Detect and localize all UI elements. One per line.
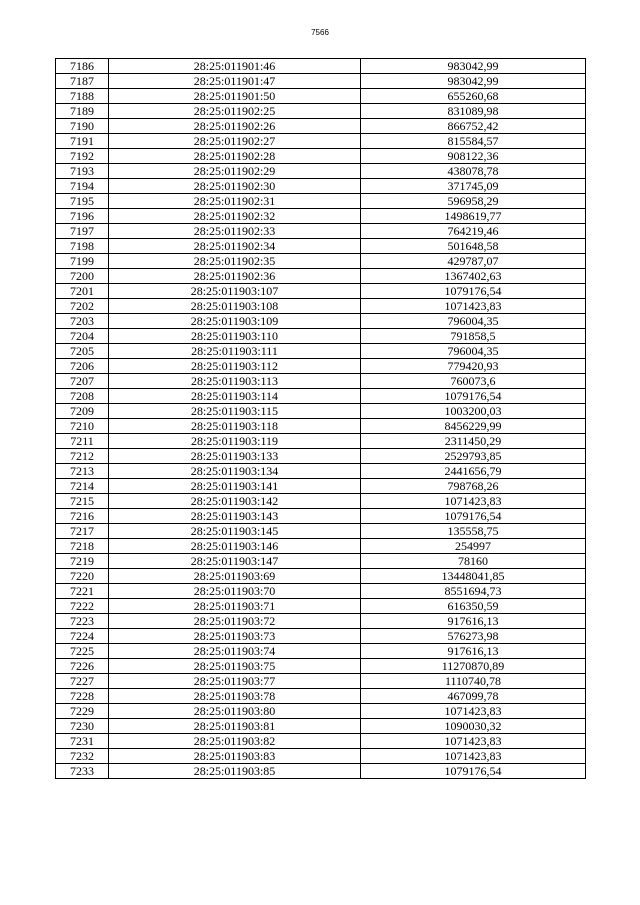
table-row [56,629,586,644]
table-row [56,449,586,464]
table-row [56,689,586,704]
cadastral-value-cell: 13448041,85 [361,569,586,584]
cadastral-number-cell: 28:25:011903:107 [109,284,361,299]
cadastral-value-cell: 8551694,73 [361,584,586,599]
table-row [56,419,586,434]
cadastral-number-cell: 28:25:011902:28 [109,149,361,164]
cadastral-number-cell: 28:25:011902:29 [109,164,361,179]
table-row [56,644,586,659]
table-row [56,149,586,164]
cadastral-number-cell: 28:25:011903:147 [109,554,361,569]
table-row [56,584,586,599]
table-row [56,569,586,584]
row-number-cell: 7233 [56,764,109,779]
row-number-cell: 7195 [56,194,109,209]
table-row [56,269,586,284]
cadastral-value-cell: 501648,58 [361,239,586,254]
row-number-cell: 7206 [56,359,109,374]
cadastral-value-cell: 983042,99 [361,59,586,74]
row-number-cell: 7229 [56,704,109,719]
cadastral-value-cell: 1498619,77 [361,209,586,224]
row-number-cell: 7190 [56,119,109,134]
table-row [56,494,586,509]
row-number-cell: 7227 [56,674,109,689]
cadastral-value-cell: 760073,6 [361,374,586,389]
table-row [56,719,586,734]
cadastral-value-cell: 1079176,54 [361,764,586,779]
cadastral-number-cell: 28:25:011903:80 [109,704,361,719]
table-row [56,89,586,104]
cadastral-value-cell: 796004,35 [361,314,586,329]
cadastral-number-cell: 28:25:011902:32 [109,209,361,224]
cadastral-value-cell: 1110740,78 [361,674,586,689]
table-row [56,554,586,569]
cadastral-value-cell: 11270870,89 [361,659,586,674]
cadastral-value-cell: 1003200,03 [361,404,586,419]
cadastral-number-cell: 28:25:011902:30 [109,179,361,194]
table-row [56,374,586,389]
table-row [56,599,586,614]
table-row [56,254,586,269]
row-number-cell: 7214 [56,479,109,494]
cadastral-value-cell: 78160 [361,554,586,569]
cadastral-value-cell: 866752,42 [361,119,586,134]
table-row [56,74,586,89]
cadastral-value-cell: 2441656,79 [361,464,586,479]
cadastral-number-cell: 28:25:011903:134 [109,464,361,479]
row-number-cell: 7220 [56,569,109,584]
row-number-cell: 7188 [56,89,109,104]
row-number-cell: 7197 [56,224,109,239]
cadastral-number-cell: 28:25:011903:82 [109,734,361,749]
cadastral-value-cell: 616350,59 [361,599,586,614]
row-number-cell: 7186 [56,59,109,74]
cadastral-number-cell: 28:25:011903:81 [109,719,361,734]
row-number-cell: 7204 [56,329,109,344]
row-number-cell: 7203 [56,314,109,329]
row-number-cell: 7209 [56,404,109,419]
row-number-cell: 7215 [56,494,109,509]
table-row [56,764,586,779]
table-row [56,479,586,494]
table-row [56,524,586,539]
row-number-cell: 7222 [56,599,109,614]
row-number-cell: 7210 [56,419,109,434]
table-row [56,749,586,764]
cadastral-value-cell: 1071423,83 [361,704,586,719]
row-number-cell: 7192 [56,149,109,164]
cadastral-value-cell: 596958,29 [361,194,586,209]
cadastral-value-cell: 1079176,54 [361,389,586,404]
row-number-cell: 7224 [56,629,109,644]
cadastral-value-cell: 917616,13 [361,644,586,659]
cadastral-number-cell: 28:25:011903:85 [109,764,361,779]
row-number-cell: 7221 [56,584,109,599]
cadastral-value-cell: 1079176,54 [361,284,586,299]
row-number-cell: 7211 [56,434,109,449]
table-row [56,734,586,749]
cadastral-number-cell: 28:25:011903:113 [109,374,361,389]
table-row [56,104,586,119]
cadastral-value-cell: 655260,68 [361,89,586,104]
cadastral-number-cell: 28:25:011903:119 [109,434,361,449]
table-row [56,539,586,554]
cadastral-value-cell: 576273,98 [361,629,586,644]
table-row [56,209,586,224]
cadastral-number-cell: 28:25:011902:33 [109,224,361,239]
cadastral-value-cell: 908122,36 [361,149,586,164]
cadastral-value-cell: 438078,78 [361,164,586,179]
table-body [56,59,586,779]
cadastral-number-cell: 28:25:011903:142 [109,494,361,509]
cadastral-number-cell: 28:25:011902:34 [109,239,361,254]
cadastral-number-cell: 28:25:011903:69 [109,569,361,584]
cadastral-value-cell: 1079176,54 [361,509,586,524]
cadastral-number-cell: 28:25:011902:35 [109,254,361,269]
row-number-cell: 7207 [56,374,109,389]
cadastral-value-cell: 831089,98 [361,104,586,119]
cadastral-number-cell: 28:25:011903:78 [109,689,361,704]
page-number: 7566 [311,28,329,37]
table-row [56,299,586,314]
table-row [56,329,586,344]
row-number-cell: 7216 [56,509,109,524]
cadastral-number-cell: 28:25:011902:25 [109,104,361,119]
cadastral-value-cell: 1071423,83 [361,749,586,764]
cadastral-value-cell: 1071423,83 [361,734,586,749]
row-number-cell: 7213 [56,464,109,479]
table-row [56,179,586,194]
cadastral-number-cell: 28:25:011903:109 [109,314,361,329]
row-number-cell: 7231 [56,734,109,749]
table-row [56,659,586,674]
row-number-cell: 7198 [56,239,109,254]
cadastral-value-cell: 764219,46 [361,224,586,239]
cadastral-value-cell: 1367402,63 [361,269,586,284]
table-row [56,344,586,359]
row-number-cell: 7196 [56,209,109,224]
cadastral-value-cell: 798768,26 [361,479,586,494]
row-number-cell: 7217 [56,524,109,539]
table-row [56,224,586,239]
cadastral-number-cell: 28:25:011903:108 [109,299,361,314]
cadastral-value-cell: 779420,93 [361,359,586,374]
cadastral-value-cell: 815584,57 [361,134,586,149]
row-number-cell: 7200 [56,269,109,284]
cadastral-number-cell: 28:25:011903:133 [109,449,361,464]
row-number-cell: 7191 [56,134,109,149]
cadastral-number-cell: 28:25:011903:74 [109,644,361,659]
cadastral-number-cell: 28:25:011902:36 [109,269,361,284]
cadastral-value-cell: 2311450,29 [361,434,586,449]
cadastral-value-cell: 796004,35 [361,344,586,359]
cadastral-value-cell: 1071423,83 [361,494,586,509]
table-row [56,389,586,404]
cadastral-value-cell: 791858,5 [361,329,586,344]
cadastral-number-cell: 28:25:011903:72 [109,614,361,629]
cadastral-number-cell: 28:25:011903:83 [109,749,361,764]
table-row [56,434,586,449]
cadastral-number-cell: 28:25:011903:73 [109,629,361,644]
cadastral-value-cell: 371745,09 [361,179,586,194]
row-number-cell: 7205 [56,344,109,359]
cadastral-value-cell: 254997 [361,539,586,554]
cadastral-number-cell: 28:25:011901:46 [109,59,361,74]
row-number-cell: 7208 [56,389,109,404]
row-number-cell: 7228 [56,689,109,704]
cadastral-value-cell: 1090030,32 [361,719,586,734]
cadastral-number-cell: 28:25:011903:112 [109,359,361,374]
cadastral-number-cell: 28:25:011902:31 [109,194,361,209]
cadastral-number-cell: 28:25:011903:141 [109,479,361,494]
cadastral-value-cell: 1071423,83 [361,299,586,314]
cadastral-number-cell: 28:25:011902:26 [109,119,361,134]
row-number-cell: 7193 [56,164,109,179]
table-row [56,59,586,74]
row-number-cell: 7226 [56,659,109,674]
cadastral-number-cell: 28:25:011903:75 [109,659,361,674]
table-row [56,704,586,719]
row-number-cell: 7223 [56,614,109,629]
row-number-cell: 7199 [56,254,109,269]
row-number-cell: 7219 [56,554,109,569]
row-number-cell: 7202 [56,299,109,314]
table-row [56,314,586,329]
row-number-cell: 7201 [56,284,109,299]
cadastral-number-cell: 28:25:011903:118 [109,419,361,434]
cadastral-value-cell: 917616,13 [361,614,586,629]
table-row [56,194,586,209]
cadastral-value-cell: 2529793,85 [361,449,586,464]
cadastral-value-cell: 135558,75 [361,524,586,539]
table-row [56,239,586,254]
cadastral-number-cell: 28:25:011903:111 [109,344,361,359]
table-row [56,359,586,374]
cadastral-number-cell: 28:25:011903:110 [109,329,361,344]
cadastral-number-cell: 28:25:011903:114 [109,389,361,404]
table-row [56,614,586,629]
table-row [56,674,586,689]
cadastral-number-cell: 28:25:011901:47 [109,74,361,89]
cadastral-value-cell: 983042,99 [361,74,586,89]
row-number-cell: 7187 [56,74,109,89]
row-number-cell: 7232 [56,749,109,764]
cadastral-number-cell: 28:25:011903:115 [109,404,361,419]
cadastral-number-cell: 28:25:011903:70 [109,584,361,599]
cadastral-number-cell: 28:25:011901:50 [109,89,361,104]
cadastral-value-cell: 8456229,99 [361,419,586,434]
table-row [56,119,586,134]
cadastral-number-cell: 28:25:011903:143 [109,509,361,524]
cadastral-value-cell: 467099,78 [361,689,586,704]
row-number-cell: 7212 [56,449,109,464]
table-row [56,509,586,524]
table-row [56,284,586,299]
cadastral-value-cell: 429787,07 [361,254,586,269]
cadastral-number-cell: 28:25:011902:27 [109,134,361,149]
cadastral-number-cell: 28:25:011903:146 [109,539,361,554]
cadastral-number-cell: 28:25:011903:77 [109,674,361,689]
row-number-cell: 7230 [56,719,109,734]
row-number-cell: 7194 [56,179,109,194]
cadastral-number-cell: 28:25:011903:145 [109,524,361,539]
cadastral-number-cell: 28:25:011903:71 [109,599,361,614]
table-row [56,404,586,419]
table-row [56,134,586,149]
row-number-cell: 7218 [56,539,109,554]
table-row [56,464,586,479]
row-number-cell: 7189 [56,104,109,119]
table-row [56,164,586,179]
row-number-cell: 7225 [56,644,109,659]
cadastral-value-table [55,58,586,779]
